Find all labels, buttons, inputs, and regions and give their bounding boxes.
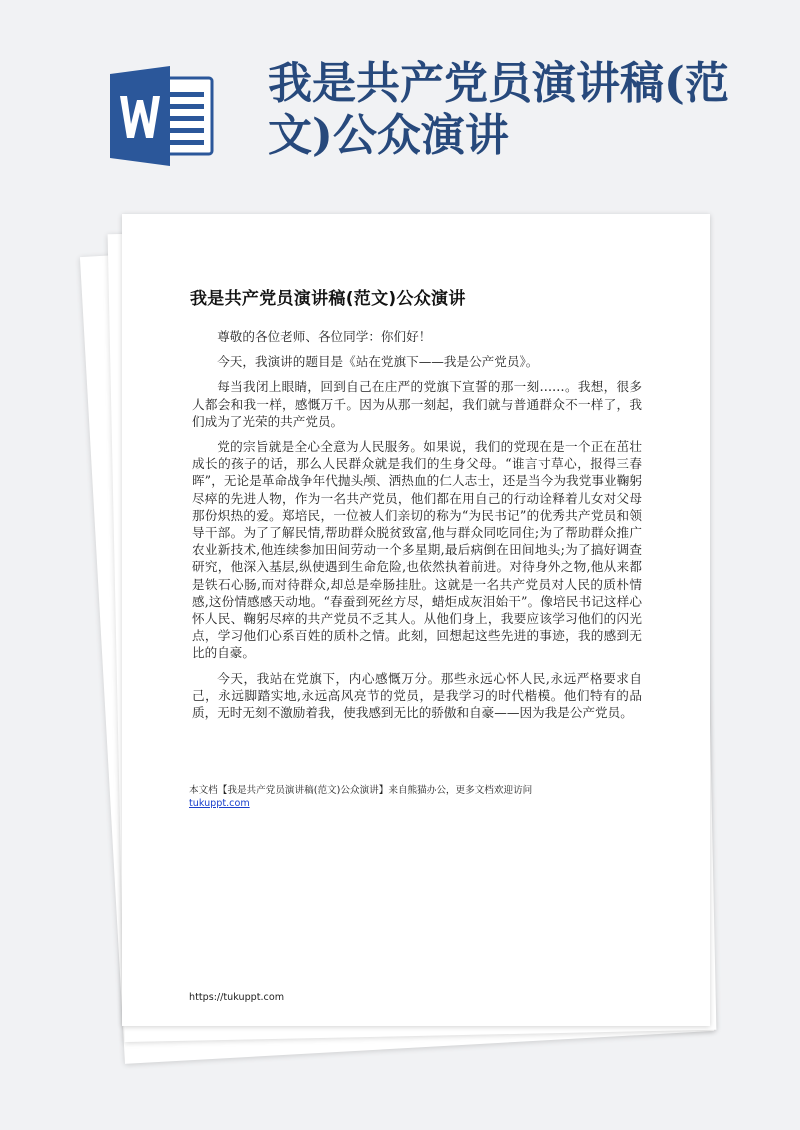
source-link[interactable]: tukuppt.com (189, 798, 250, 809)
document-body (192, 328, 642, 729)
source-note-text: 本文档【我是共产党员演讲稿(范文)公众演讲】来自熊猫办公，更多文档欢迎访问 (189, 785, 533, 796)
paragraph-purpose: 党的宗旨就是全心全意为人民服务。如果说，我们的党现在是一个正在茁壮成长的孩子的话，那么人民群众就是我们的生身父母。“谁言寸草心，报得三春晖”，无论是革命战争年代抛头颅、洒热血的仁人志士，还是当今为我党事业鞠躬尽瘁的先进人物，作为一名共产党员，他们都在用自己的行动诠释着儿女对父母那份炽热的爱。郑培民，一位被人们亲切的称为“为民书记”的优秀共产党员和领导干部。为了了解民情,帮助群众脱贫致富,他与群众同吃同住;为了帮助群众推广农业新技术,他连续参加田间劳动一个多星期,最后病倒在田间地头;为了搞好调查研究，他深入基层,纵使遇到生命危险,也依然执着前进。对待身外之物,他从来都是铁石心肠,而对待群众,却总是牵肠挂肚。这就是一名共产党员对人民的质朴情感,这份情感感天动地。“春蚕到死丝方尽，蜡炬成灰泪始干”。像培民书记这样心怀人民、鞠躬尽瘁的共产党员不乏其人。从他们身上，我要应该学习他们的闪光点，学习他们心系百姓的质朴之情。此刻，回想起这些先进的事迹，我的感到无比的自豪。 (192, 439, 642, 661)
paragraph-topic: 今天，我演讲的题目是《站在党旗下——我是公产党员》。 (217, 354, 539, 370)
footer-url[interactable]: https://tukuppt.com (189, 992, 285, 1003)
paragraph-oath: 每当我闭上眼睛，回到自己在庄严的党旗下宣誓的那一刻……。我想，很多人都会和我一样，感慨万千。因为从那一刻起，我们就与普通群众不一样了，我们成为了光荣的共产党员。 (192, 379, 642, 429)
source-note (189, 784, 659, 810)
page-title: 我是共产党员演讲稿(范文)公众演讲 (268, 58, 729, 161)
document-title: 我是共产党员演讲稿(范文)公众演讲 (190, 289, 466, 309)
word-document-icon (108, 66, 220, 166)
paragraph-greeting: 尊敬的各位老师、各位同学：你们好！ (217, 329, 432, 344)
document-page (122, 214, 710, 1026)
paragraph-conclusion: 今天，我站在党旗下，内心感慨万分。那些永远心怀人民,永远严格要求自己，永远脚踏实地,永远高风亮节的党员，是我学习的时代楷模。他们特有的品质，无时无刻不激励着我，使我感到无比的骄傲和自豪——因为我是公产党员。 (192, 670, 642, 721)
